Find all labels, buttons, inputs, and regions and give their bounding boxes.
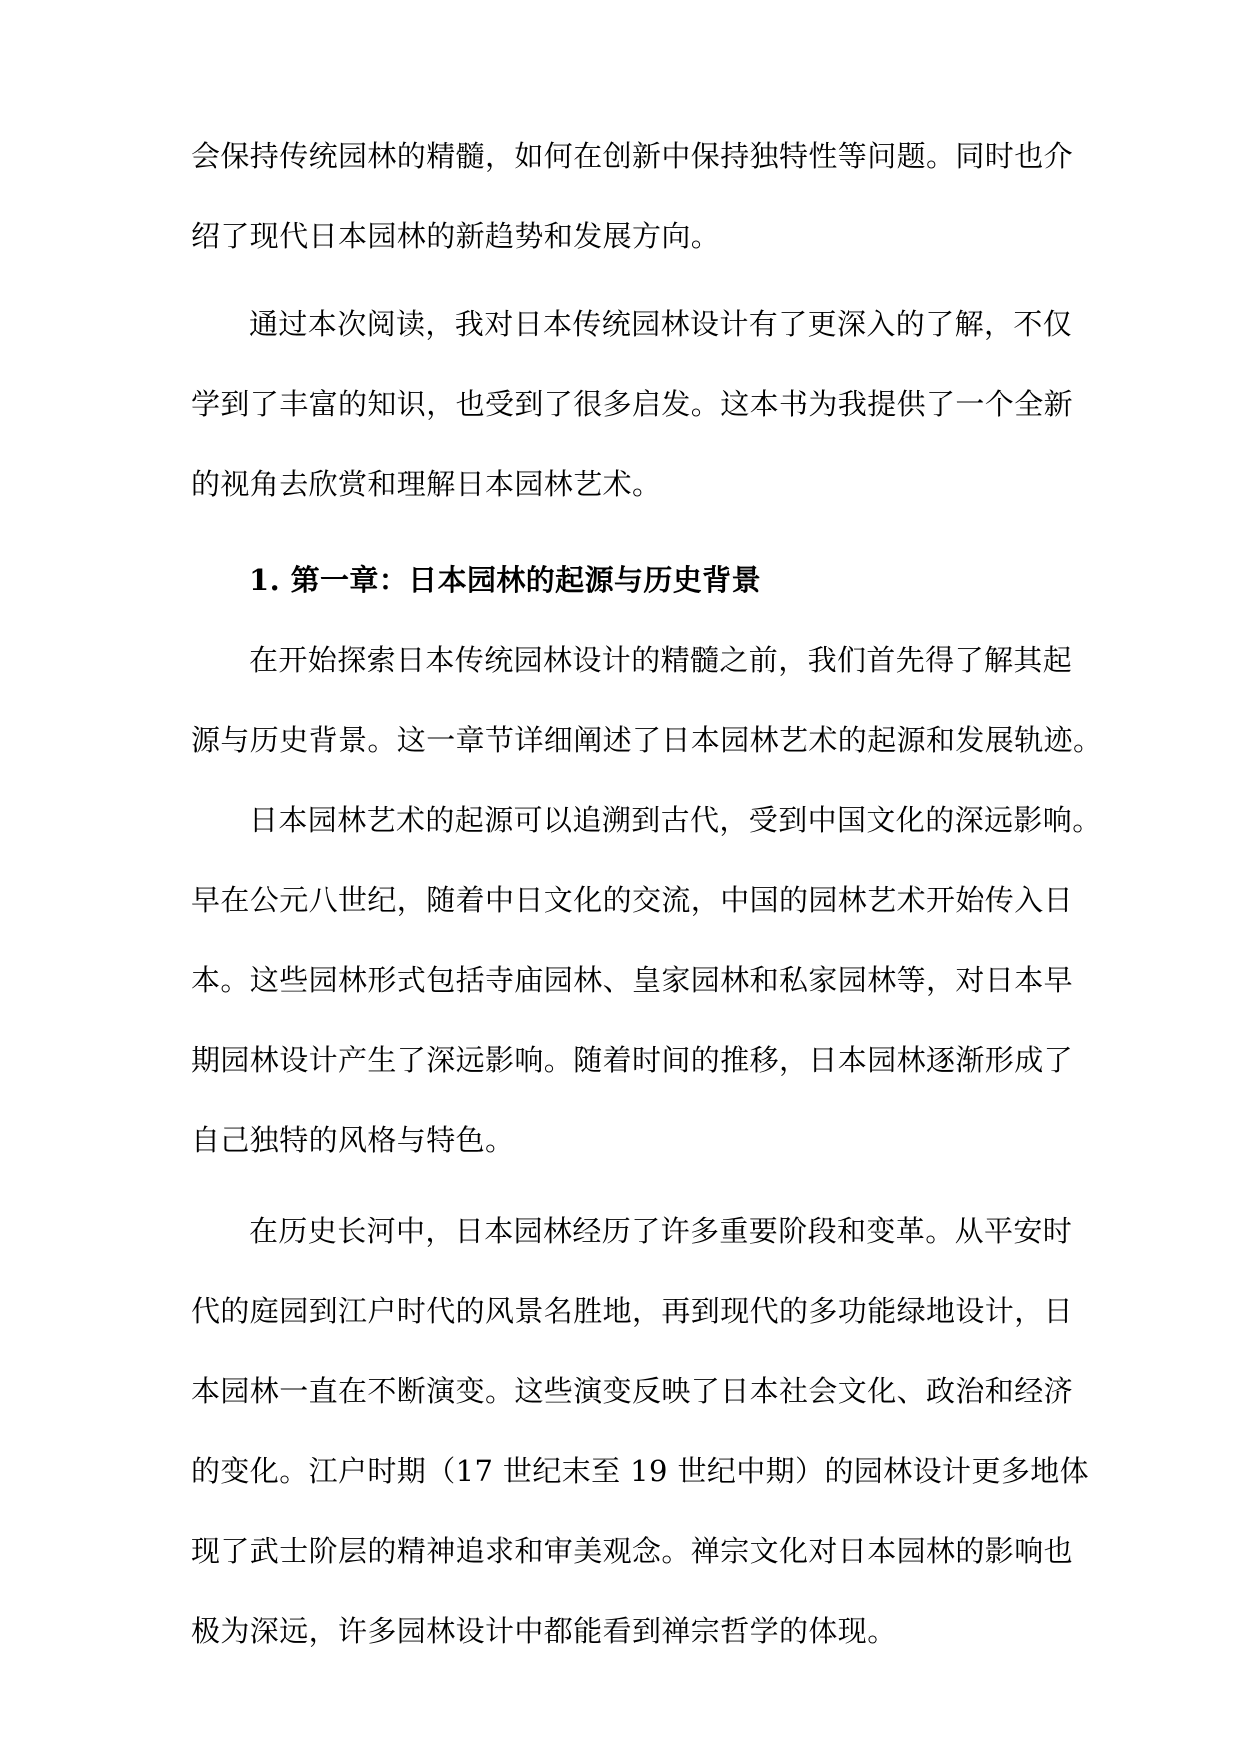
- paragraph-line: 在开始探索日本传统园林设计的精髓之前，我们首先得了解其起: [249, 643, 1073, 677]
- chapter-heading: 1. 第一章：日本园林的起源与历史背景: [249, 563, 761, 597]
- paragraph-line: 在历史长河中，日本园林经历了许多重要阶段和变革。从平安时: [249, 1214, 1073, 1248]
- chapter-paragraph-intro: [191, 620, 1103, 780]
- chapter-paragraph-origins: [191, 780, 1102, 1180]
- paragraph-continuation: [191, 116, 1074, 276]
- paragraph-line: 本。这些园林形式包括寺庙园林、皇家园林和私家园林等，对日本早: [191, 963, 1074, 997]
- paragraph-line: 自己独特的风格与特色。: [191, 1123, 515, 1157]
- paragraph-line: 早在公元八世纪，随着中日文化的交流，中国的园林艺术开始传入日: [191, 883, 1074, 917]
- paragraph-line: 会保持传统园林的精髓，如何在创新中保持独特性等问题。同时也介: [191, 139, 1074, 173]
- paragraph-line: 通过本次阅读，我对日本传统园林设计有了更深入的了解，不仅: [249, 307, 1073, 341]
- chapter-paragraph-history: [191, 1191, 1090, 1671]
- paragraph-line: 的视角去欣赏和理解日本园林艺术。: [191, 467, 662, 501]
- paragraph-line: 期园林设计产生了深远影响。随着时间的推移，日本园林逐渐形成了: [191, 1043, 1074, 1077]
- paragraph-line: 的变化。江户时期（17 世纪末至 19 世纪中期）的园林设计更多地体: [191, 1454, 1090, 1488]
- paragraph-reflection: [191, 284, 1074, 524]
- paragraph-line: 绍了现代日本园林的新趋势和发展方向。: [191, 219, 721, 253]
- paragraph-line: 本园林一直在不断演变。这些演变反映了日本社会文化、政治和经济: [191, 1374, 1074, 1408]
- paragraph-line: 极为深远，许多园林设计中都能看到禅宗哲学的体现。: [191, 1614, 897, 1648]
- paragraph-line: 学到了丰富的知识，也受到了很多启发。这本书为我提供了一个全新: [191, 387, 1074, 421]
- paragraph-line: 代的庭园到江户时代的风景名胜地，再到现代的多功能绿地设计，日: [191, 1294, 1074, 1328]
- paragraph-line: 现了武士阶层的精神追求和审美观念。禅宗文化对日本园林的影响也: [191, 1534, 1074, 1568]
- paragraph-line: 源与历史背景。这一章节详细阐述了日本园林艺术的起源和发展轨迹。: [191, 723, 1103, 757]
- chapter-heading-block: [191, 540, 1051, 620]
- paragraph-line: 日本园林艺术的起源可以追溯到古代，受到中国文化的深远影响。: [249, 803, 1102, 837]
